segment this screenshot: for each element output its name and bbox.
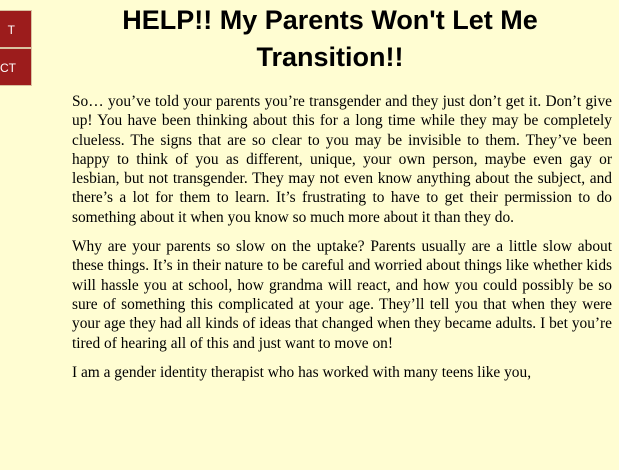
article-paragraph-3: I am a gender identity therapist who has worked with many teens like you, <box>72 363 532 381</box>
article-body <box>72 92 612 392</box>
page-title: HELP!! My Parents Won't Let Me Transition!! <box>122 5 538 72</box>
sidebar-nav <box>0 0 32 86</box>
article-paragraph-1: So… you’ve told your parents you’re transgender and they just don’t get it. Don’t give up! You have been thinking about this for a long time while they may be completely clueless. The signs that are so clear to you may be invisible to them. They’ve been happy to think of you as different, unique, your own person, maybe even gay or lesbian, but not transgender. They may not even know anything about the subject, and there’s a lot for them to learn. It’s frustrating to have to get their permission to do something about it when you know so much more about it than they do. <box>72 93 612 226</box>
sidebar-item-1[interactable]: T <box>0 10 32 48</box>
article-paragraph-2: Why are your parents so slow on the uptake? Parents usually are a little slow about these things. It’s in their nature to be careful and worried about things like whether kids will hassle you at school, how grandma will react, and how you could possibly be so sure of something this complicated at your age. They’ll tell you that when they were your age they had all kinds of ideas that changed when they became adults. I bet you’re tired of hearing all of this and just want to move on! <box>72 238 612 352</box>
sidebar-item-2[interactable]: CT <box>0 48 32 86</box>
